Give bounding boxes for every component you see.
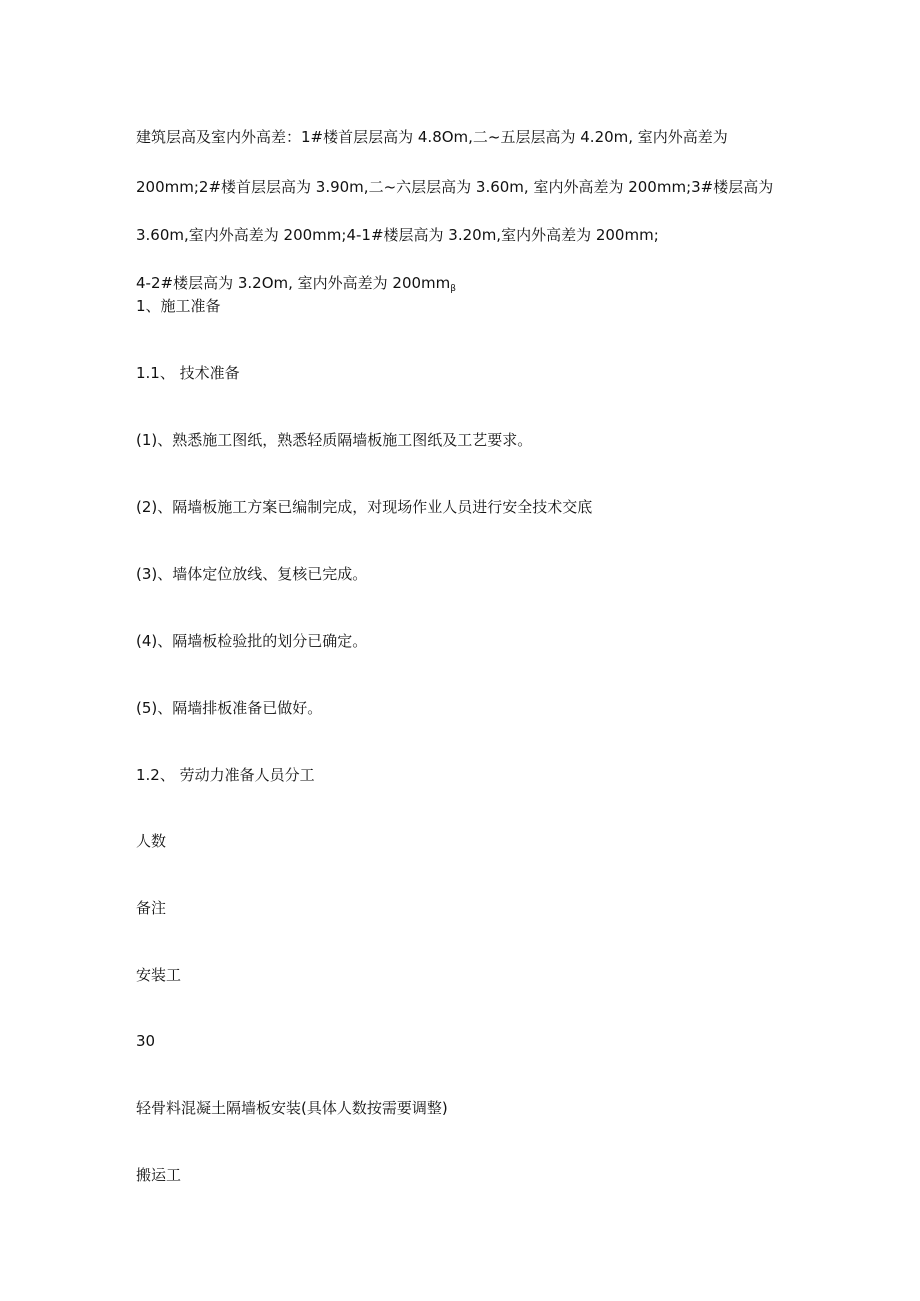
intro-line-4-text: 4-2#楼层高为 3.2Om, 室内外高差为 200mm [136, 274, 451, 292]
table-cell-count: 30 [136, 1032, 156, 1050]
section-1-1-heading: 1.1、 技术准备 [136, 364, 240, 382]
intro-line-4-suffix: β [450, 284, 457, 294]
table-cell-remark: 轻骨料混凝土隔墙板安装(具体人数按需要调整) [136, 1099, 448, 1117]
prep-item-3: (3)、墙体定位放线、复核已完成。 [136, 565, 368, 583]
table-header-count: 人数 [136, 832, 167, 850]
intro-line-3: 3.60m,室内外高差为 200mm;4-1#楼层高为 3.20m,室内外高差为 200mm; [136, 226, 659, 244]
section-1-2-heading: 1.2、 劳动力准备人员分工 [136, 766, 315, 784]
table-cell-type: 搬运工 [136, 1166, 182, 1184]
prep-item-4: (4)、隔墙板检验批的划分已确定。 [136, 632, 368, 650]
prep-item-2: (2)、隔墙板施工方案已编制完成，对现场作业人员进行安全技术交底 [136, 498, 593, 516]
table-cell-type: 安装工 [136, 966, 182, 984]
section-1-heading: 1、施工准备 [136, 297, 221, 315]
intro-line-2: 200mm;2#楼首层层高为 3.90m,二~六层层高为 3.60m, 室内外高差为 200mm;3#楼层高为 [136, 178, 774, 196]
table-header-remark: 备注 [136, 899, 167, 917]
prep-item-5: (5)、隔墙排板准备已做好。 [136, 699, 323, 717]
prep-item-1: (1)、熟悉施工图纸，熟悉轻质隔墙板施工图纸及工艺要求。 [136, 431, 533, 449]
intro-line-1: 建筑层高及室内外高差：1#楼首层层高为 4.8Om,二~五层层高为 4.20m, 室内外高差为 [136, 128, 728, 146]
